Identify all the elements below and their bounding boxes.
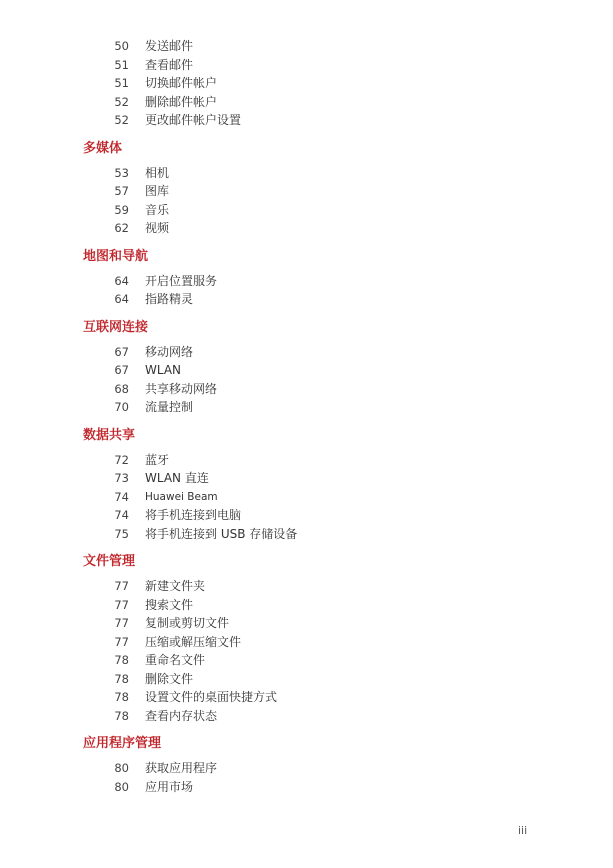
entry-title: 相机	[145, 165, 170, 180]
entry-page-number: 78	[114, 690, 129, 704]
toc-entry[interactable]	[0, 614, 613, 633]
entry-title: 发送邮件	[145, 39, 194, 53]
entry-title: 指路精灵	[145, 292, 194, 306]
entry-page-number: 70	[114, 400, 129, 414]
toc-entry[interactable]	[0, 688, 613, 707]
entry-title: 将手机连接到电脑	[145, 508, 242, 522]
entry-page-number: 78	[114, 671, 129, 686]
entry-page-number: 78	[114, 653, 129, 667]
section-heading[interactable]: 互联网连接	[83, 319, 149, 335]
toc-entry[interactable]	[0, 577, 613, 596]
toc-entry[interactable]	[0, 219, 613, 238]
toc-entry[interactable]	[0, 164, 613, 183]
entry-page-number: 78	[114, 708, 129, 723]
entry-page-number: 80	[114, 761, 129, 775]
toc-entry[interactable]	[0, 778, 613, 797]
entry-title: 开启位置服务	[145, 273, 218, 288]
entry-page-number: 64	[114, 273, 129, 288]
toc-section	[0, 552, 613, 725]
section-heading[interactable]: 地图和导航	[83, 248, 149, 264]
entry-page-number: 73	[114, 471, 129, 485]
entry-page-number: 80	[114, 779, 129, 794]
entry-page-number: 52	[114, 113, 129, 127]
entry-title: 重命名文件	[145, 653, 206, 667]
toc-entry[interactable]	[0, 488, 613, 507]
toc-section	[0, 37, 613, 130]
toc-entry[interactable]	[0, 272, 613, 291]
entry-title: 搜索文件	[145, 597, 194, 612]
toc-entry[interactable]	[0, 74, 613, 93]
entry-title: 切换邮件帐户	[145, 76, 218, 90]
toc-entry[interactable]	[0, 596, 613, 615]
entry-page-number: 51	[114, 57, 129, 72]
entry-title: 共享移动网络	[145, 381, 218, 396]
toc-entry[interactable]	[0, 111, 613, 130]
toc-section	[0, 139, 613, 238]
entry-title: 新建文件夹	[145, 579, 206, 593]
entry-title: 获取应用程序	[145, 761, 218, 775]
section-heading[interactable]: 数据共享	[83, 427, 136, 443]
toc-entry[interactable]	[0, 525, 613, 544]
toc-entry[interactable]	[0, 56, 613, 75]
entry-title: 蓝牙	[145, 452, 170, 467]
entry-title: Huawei Beam	[145, 490, 218, 503]
entry-title: 删除邮件帐户	[145, 94, 218, 109]
entry-page-number: 77	[114, 616, 129, 630]
entry-title: 删除文件	[145, 671, 194, 686]
page-number: iii	[518, 824, 528, 837]
entry-page-number: 74	[114, 508, 129, 522]
toc-entry[interactable]	[0, 343, 613, 362]
table-of-contents	[0, 37, 613, 796]
toc-section	[0, 734, 613, 796]
entry-page-number: 77	[114, 597, 129, 612]
entry-title: 查看内存状态	[145, 708, 218, 723]
entry-page-number: 77	[114, 579, 129, 593]
entry-page-number: 75	[114, 526, 129, 541]
section-heading[interactable]: 多媒体	[83, 140, 123, 156]
toc-entry[interactable]	[0, 469, 613, 488]
entry-page-number: 52	[114, 94, 129, 109]
entry-title: 将手机连接到 USB 存储设备	[145, 526, 298, 541]
entry-page-number: 53	[114, 165, 129, 180]
toc-entry[interactable]	[0, 201, 613, 220]
toc-entry[interactable]	[0, 670, 613, 689]
section-heading[interactable]: 文件管理	[83, 554, 136, 569]
entry-title: 复制或剪切文件	[145, 616, 230, 630]
toc-entry[interactable]	[0, 506, 613, 525]
entry-page-number: 67	[114, 344, 129, 359]
toc-entry[interactable]	[0, 451, 613, 470]
entry-title: 视频	[145, 221, 170, 235]
entry-page-number: 77	[114, 634, 129, 649]
toc-entry[interactable]	[0, 707, 613, 726]
toc-entry[interactable]	[0, 93, 613, 112]
entry-page-number: 57	[114, 184, 129, 198]
toc-entry[interactable]	[0, 380, 613, 399]
toc-entry[interactable]	[0, 651, 613, 670]
entry-page-number: 64	[114, 292, 129, 306]
entry-title: 音乐	[145, 202, 170, 217]
toc-entry[interactable]	[0, 37, 613, 56]
entry-title: 设置文件的桌面快捷方式	[145, 690, 278, 704]
entry-page-number: 59	[114, 202, 129, 217]
entry-page-number: 72	[114, 452, 129, 467]
entry-title: WLAN 直连	[145, 471, 209, 485]
entry-page-number: 74	[114, 489, 129, 504]
toc-entry[interactable]	[0, 182, 613, 201]
toc-entry[interactable]	[0, 361, 613, 380]
entry-title: 压缩或解压缩文件	[145, 634, 242, 649]
toc-section	[0, 426, 613, 544]
entry-page-number: 62	[114, 221, 129, 235]
toc-entry[interactable]	[0, 633, 613, 652]
toc-entry[interactable]	[0, 398, 613, 417]
entry-title: 查看邮件	[145, 57, 194, 72]
entry-title: 流量控制	[145, 400, 194, 414]
section-heading[interactable]: 应用程序管理	[83, 736, 162, 751]
toc-section	[0, 318, 613, 417]
toc-entry[interactable]	[0, 290, 613, 309]
entry-page-number: 51	[114, 76, 129, 90]
entry-page-number: 67	[114, 363, 129, 377]
entry-title: 应用市场	[145, 779, 194, 794]
entry-title: 更改邮件帐户设置	[145, 113, 242, 127]
toc-entry[interactable]	[0, 759, 613, 778]
toc-section	[0, 247, 613, 309]
entry-title: 移动网络	[145, 344, 194, 359]
entry-title: WLAN	[145, 363, 182, 377]
entry-page-number: 68	[114, 381, 129, 396]
entry-title: 图库	[145, 184, 170, 198]
entry-page-number: 50	[114, 39, 129, 53]
